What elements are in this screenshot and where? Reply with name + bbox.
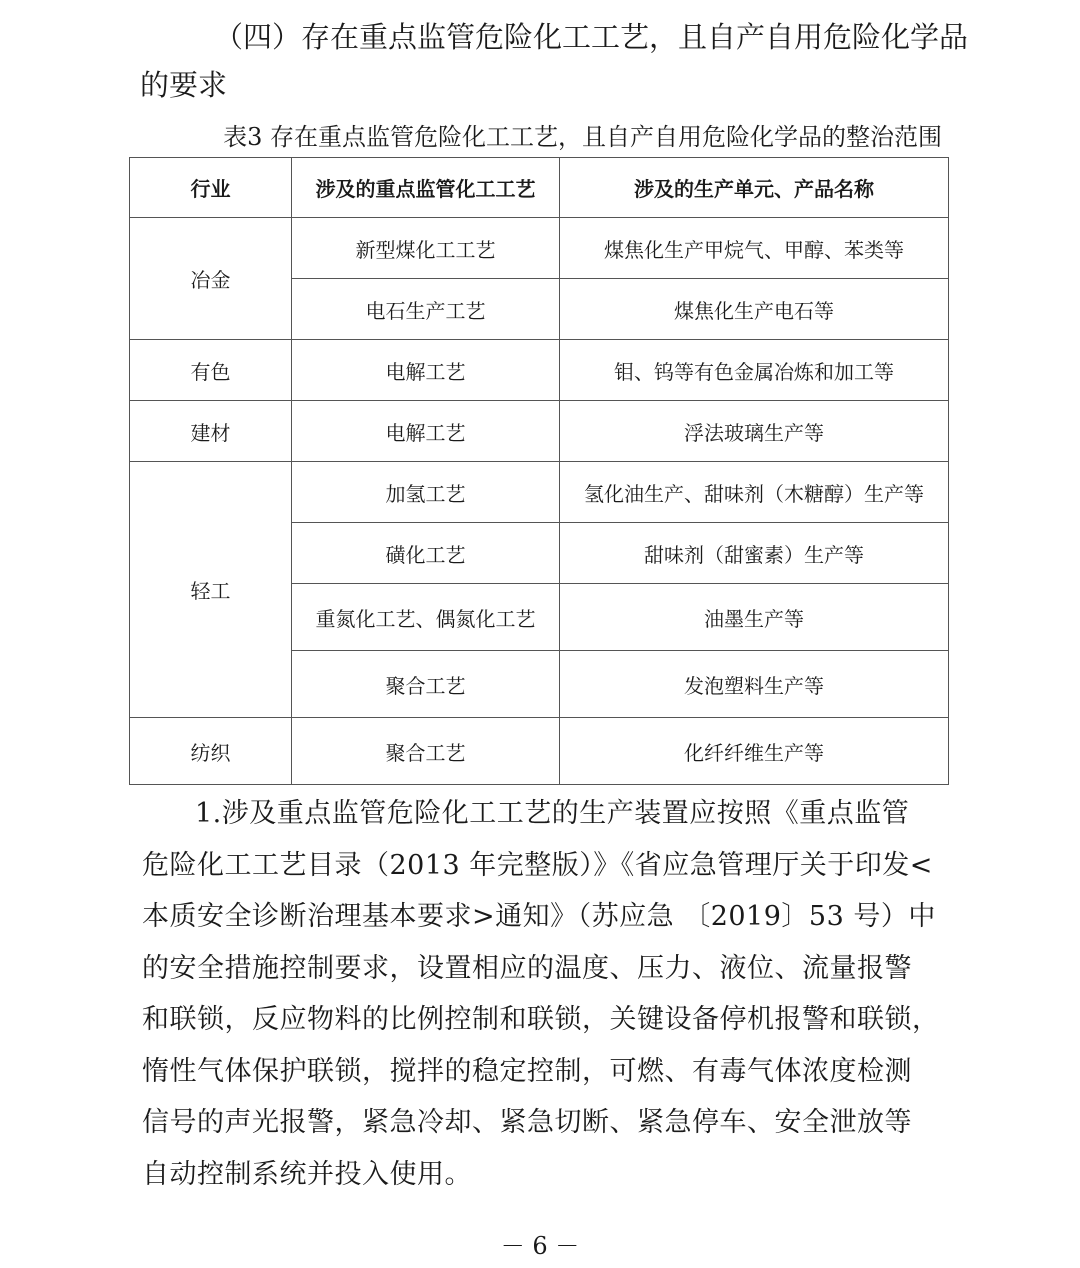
industry-cell: 有色 bbox=[130, 340, 292, 401]
table-row bbox=[130, 340, 949, 401]
table-row bbox=[130, 218, 949, 279]
table-row bbox=[130, 462, 949, 523]
product-cell: 化纤纤维生产等 bbox=[560, 718, 949, 785]
header-product: 涉及的生产单元、产品名称 bbox=[560, 158, 949, 218]
product-cell: 浮法玻璃生产等 bbox=[560, 401, 949, 462]
paragraph-line: 的安全措施控制要求，设置相应的温度、压力、液位、流量报警 bbox=[142, 952, 912, 984]
process-cell: 电解工艺 bbox=[292, 340, 560, 401]
paragraph-line: 危险化工工艺目录（2013 年完整版）》《省应急管理厅关于印发< bbox=[142, 849, 933, 881]
paragraph-line: 信号的声光报警，紧急冷却、紧急切断、紧急停车、安全泄放等 bbox=[142, 1107, 912, 1138]
table-row bbox=[130, 401, 949, 462]
table-row bbox=[130, 718, 949, 785]
section-heading-line-2: 的要求 bbox=[140, 68, 228, 102]
product-cell: 甜味剂（甜蜜素）生产等 bbox=[560, 523, 949, 584]
remediation-scope-table bbox=[129, 157, 949, 785]
industry-cell: 冶金 bbox=[130, 218, 292, 340]
product-cell: 发泡塑料生产等 bbox=[560, 651, 949, 718]
process-cell: 聚合工艺 bbox=[292, 651, 560, 718]
table-header-row bbox=[130, 158, 949, 218]
industry-cell: 建材 bbox=[130, 401, 292, 462]
process-cell: 重氮化工艺、偶氮化工艺 bbox=[292, 584, 560, 651]
paragraph-line: 自动控制系统并投入使用。 bbox=[142, 1158, 472, 1190]
page-number: － 6 － bbox=[500, 1232, 580, 1260]
paragraph-line: 本质安全诊断治理基本要求>通知》（苏应急 〔2019〕53 号）中 bbox=[142, 901, 936, 932]
paragraph-line: 和联锁，反应物料的比例控制和联锁，关键设备停机报警和联锁， bbox=[142, 1004, 940, 1035]
process-cell: 电石生产工艺 bbox=[292, 279, 560, 340]
paragraph-line: 1.涉及重点监管危险化工工艺的生产装置应按照《重点监管 bbox=[195, 798, 910, 829]
requirement-paragraph bbox=[142, 788, 942, 1200]
section-heading-line-1: （四）存在重点监管危险化工工艺，且自产自用危险化学品 bbox=[214, 20, 969, 54]
process-cell: 加氢工艺 bbox=[292, 462, 560, 523]
product-cell: 煤焦化生产甲烷气、甲醇、苯类等 bbox=[560, 218, 949, 279]
header-industry: 行业 bbox=[130, 158, 292, 218]
industry-cell: 轻工 bbox=[130, 462, 292, 718]
process-cell: 磺化工艺 bbox=[292, 523, 560, 584]
paragraph-line: 惰性气体保护联锁，搅拌的稳定控制，可燃、有毒气体浓度检测 bbox=[142, 1055, 912, 1087]
product-cell: 煤焦化生产电石等 bbox=[560, 279, 949, 340]
header-process: 涉及的重点监管化工工艺 bbox=[292, 158, 560, 218]
process-cell: 新型煤化工工艺 bbox=[292, 218, 560, 279]
process-cell: 电解工艺 bbox=[292, 401, 560, 462]
product-cell: 油墨生产等 bbox=[560, 584, 949, 651]
table-caption: 表3 存在重点监管危险化工工艺，且自产自用危险化学品的整治范围 bbox=[223, 123, 942, 151]
process-cell: 聚合工艺 bbox=[292, 718, 560, 785]
product-cell: 钼、钨等有色金属冶炼和加工等 bbox=[560, 340, 949, 401]
product-cell: 氢化油生产、甜味剂（木糖醇）生产等 bbox=[560, 462, 949, 523]
industry-cell: 纺织 bbox=[130, 718, 292, 785]
